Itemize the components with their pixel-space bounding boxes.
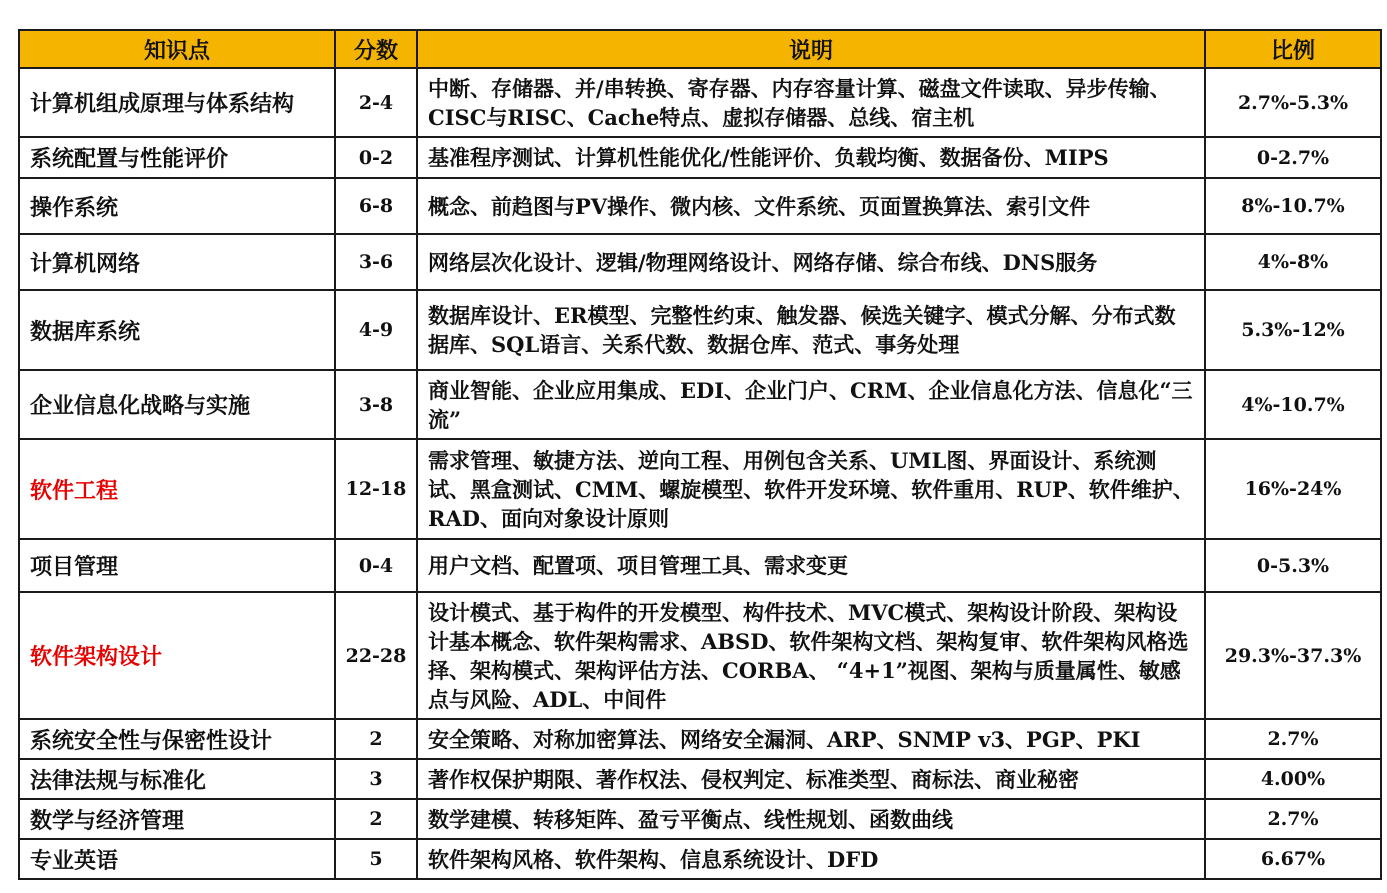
topic-cell: 法律法规与标准化 bbox=[19, 759, 335, 799]
header-topic: 知识点 bbox=[19, 30, 335, 68]
table-row bbox=[19, 370, 1381, 439]
topic-cell: 数学与经济管理 bbox=[19, 799, 335, 839]
table-row bbox=[19, 439, 1381, 539]
knowledge-point-table bbox=[18, 29, 1382, 880]
table-row bbox=[19, 68, 1381, 137]
ratio-cell: 29.3%-37.3% bbox=[1205, 592, 1381, 719]
ratio-cell: 2.7% bbox=[1205, 719, 1381, 759]
topic-cell: 数据库系统 bbox=[19, 290, 335, 370]
table-row bbox=[19, 290, 1381, 370]
description-cell: 基准程序测试、计算机性能优化/性能评价、负载均衡、数据备份、MIPS bbox=[417, 137, 1205, 178]
description-cell: 中断、存储器、并/串转换、寄存器、内存容量计算、磁盘文件读取、异步传输、CISC与RISC、Cache特点、虚拟存储器、总线、宿主机 bbox=[417, 68, 1205, 137]
description-cell: 商业智能、企业应用集成、EDI、企业门户、CRM、企业信息化方法、信息化“三流” bbox=[417, 370, 1205, 439]
ratio-cell: 4.00% bbox=[1205, 759, 1381, 799]
description-cell: 著作权保护期限、著作权法、侵权判定、标准类型、商标法、商业秘密 bbox=[417, 759, 1205, 799]
score-cell: 12-18 bbox=[335, 439, 417, 539]
table-row bbox=[19, 137, 1381, 178]
description-cell: 需求管理、敏捷方法、逆向工程、用例包含关系、UML图、界面设计、系统测试、黑盒测试、CMM、螺旋模型、软件开发环境、软件重用、RUP、软件维护、RAD、面向对象设计原则 bbox=[417, 439, 1205, 539]
header-description: 说明 bbox=[417, 30, 1205, 68]
topic-cell: 系统安全性与保密性设计 bbox=[19, 719, 335, 759]
topic-cell: 操作系统 bbox=[19, 178, 335, 234]
table-row bbox=[19, 799, 1381, 839]
topic-cell: 项目管理 bbox=[19, 539, 335, 592]
table-row bbox=[19, 592, 1381, 719]
score-cell: 6-8 bbox=[335, 178, 417, 234]
score-cell: 3-6 bbox=[335, 234, 417, 290]
score-cell: 0-2 bbox=[335, 137, 417, 178]
description-cell: 网络层次化设计、逻辑/物理网络设计、网络存储、综合布线、DNS服务 bbox=[417, 234, 1205, 290]
ratio-cell: 0-2.7% bbox=[1205, 137, 1381, 178]
ratio-cell: 4%-8% bbox=[1205, 234, 1381, 290]
score-cell: 3 bbox=[335, 759, 417, 799]
topic-cell: 专业英语 bbox=[19, 839, 335, 879]
header-score: 分数 bbox=[335, 30, 417, 68]
ratio-cell: 16%-24% bbox=[1205, 439, 1381, 539]
score-cell: 5 bbox=[335, 839, 417, 879]
score-cell: 2-4 bbox=[335, 68, 417, 137]
table-row bbox=[19, 719, 1381, 759]
description-cell: 软件架构风格、软件架构、信息系统设计、DFD bbox=[417, 839, 1205, 879]
table-row bbox=[19, 539, 1381, 592]
topic-cell: 软件工程 bbox=[19, 439, 335, 539]
description-cell: 安全策略、对称加密算法、网络安全漏洞、ARP、SNMP v3、PGP、PKI bbox=[417, 719, 1205, 759]
topic-cell: 计算机网络 bbox=[19, 234, 335, 290]
ratio-cell: 5.3%-12% bbox=[1205, 290, 1381, 370]
score-cell: 3-8 bbox=[335, 370, 417, 439]
description-cell: 概念、前趋图与PV操作、微内核、文件系统、页面置换算法、索引文件 bbox=[417, 178, 1205, 234]
description-cell: 设计模式、基于构件的开发模型、构件技术、MVC模式、架构设计阶段、架构设计基本概念、软件架构需求、ABSD、软件架构文档、架构复审、软件架构风格选择、架构模式、架构评估方法、CORBA、 “4+1”视图、架构与质量属性、敏感点与风险、ADL、中间件 bbox=[417, 592, 1205, 719]
ratio-cell: 0-5.3% bbox=[1205, 539, 1381, 592]
topic-cell: 计算机组成原理与体系结构 bbox=[19, 68, 335, 137]
description-cell: 数据库设计、ER模型、完整性约束、触发器、候选关键字、模式分解、分布式数据库、SQL语言、关系代数、数据仓库、范式、事务处理 bbox=[417, 290, 1205, 370]
header-row bbox=[19, 30, 1381, 68]
table-row bbox=[19, 839, 1381, 879]
ratio-cell: 6.67% bbox=[1205, 839, 1381, 879]
score-cell: 22-28 bbox=[335, 592, 417, 719]
description-cell: 用户文档、配置项、项目管理工具、需求变更 bbox=[417, 539, 1205, 592]
topic-cell: 系统配置与性能评价 bbox=[19, 137, 335, 178]
topic-cell: 软件架构设计 bbox=[19, 592, 335, 719]
table-row bbox=[19, 234, 1381, 290]
score-cell: 2 bbox=[335, 799, 417, 839]
description-cell: 数学建模、转移矩阵、盈亏平衡点、线性规划、函数曲线 bbox=[417, 799, 1205, 839]
ratio-cell: 2.7% bbox=[1205, 799, 1381, 839]
table-row bbox=[19, 178, 1381, 234]
ratio-cell: 8%-10.7% bbox=[1205, 178, 1381, 234]
table-body bbox=[19, 68, 1381, 879]
score-cell: 4-9 bbox=[335, 290, 417, 370]
table-row bbox=[19, 759, 1381, 799]
score-cell: 2 bbox=[335, 719, 417, 759]
ratio-cell: 4%-10.7% bbox=[1205, 370, 1381, 439]
score-cell: 0-4 bbox=[335, 539, 417, 592]
topic-cell: 企业信息化战略与实施 bbox=[19, 370, 335, 439]
ratio-cell: 2.7%-5.3% bbox=[1205, 68, 1381, 137]
header-ratio: 比例 bbox=[1205, 30, 1381, 68]
